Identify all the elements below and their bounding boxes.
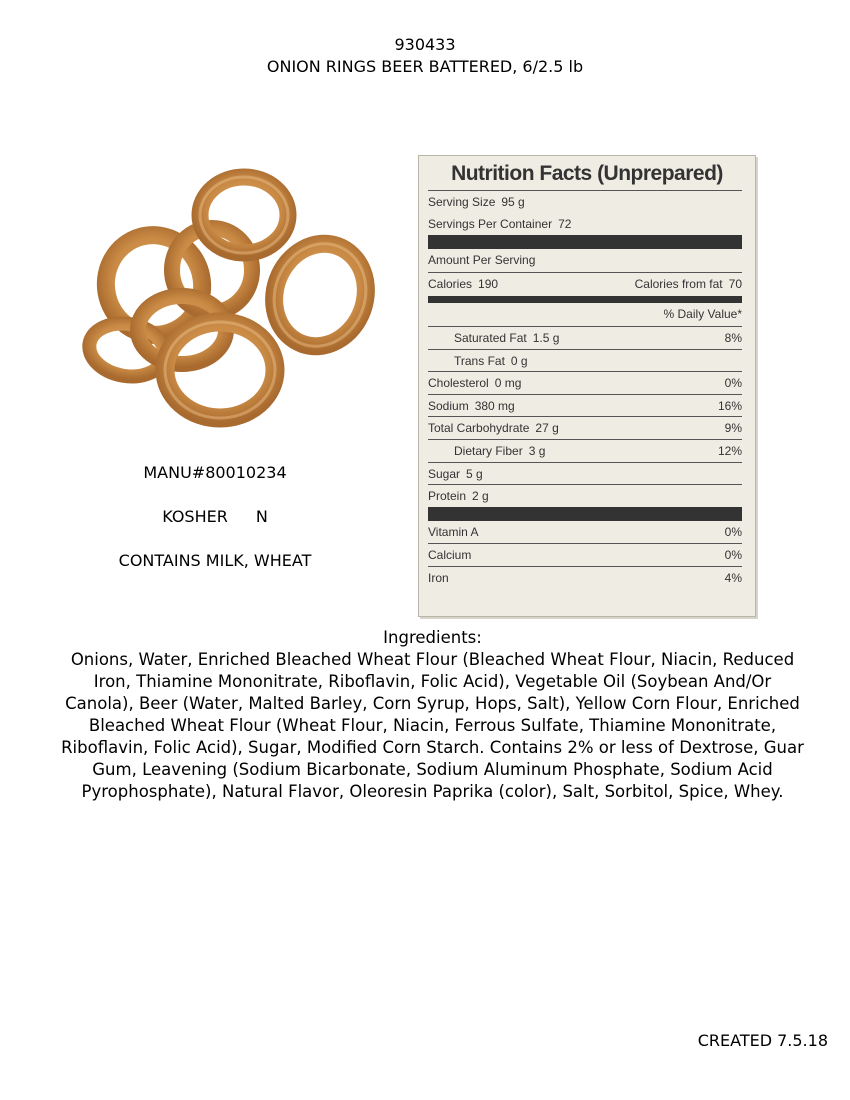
kosher-status	[60, 507, 370, 526]
nutrient-row	[428, 416, 742, 439]
nutrient-row	[428, 484, 742, 507]
nutrient-row	[428, 326, 742, 349]
kosher-value: N	[255, 507, 268, 526]
vitamin-row	[428, 521, 742, 544]
nutrient-name: Sodium	[428, 398, 469, 413]
nutrient-row	[428, 462, 742, 485]
nutrient-row	[428, 349, 742, 372]
product-title: ONION RINGS BEER BATTERED, 6/2.5 lb	[266, 57, 584, 76]
ingredients-heading: Ingredients:	[383, 628, 482, 647]
nutrient-amount: 27 g	[535, 421, 559, 436]
nutrient-amount: 1.5 g	[532, 330, 560, 345]
nutrient-row	[428, 371, 742, 394]
created-date: CREATED 7.5.18	[697, 1031, 828, 1050]
daily-value-header: % Daily Value*	[663, 307, 742, 322]
allergen-statement: CONTAINS MILK, WHEAT	[118, 551, 312, 570]
nutrient-name: Cholesterol	[428, 376, 489, 391]
servings-per-container-row: Servings Per Container 72	[428, 216, 572, 231]
divider-bar	[428, 507, 742, 521]
nutrient-name: Sugar	[428, 466, 461, 481]
divider-bar	[428, 235, 742, 249]
nutrient-amount: 380 mg	[474, 398, 515, 413]
nutrient-amount: 2 g	[472, 489, 489, 504]
vitamin-daily-value: 0%	[724, 548, 742, 563]
nutrient-amount: 0 g	[510, 353, 528, 368]
kosher-label: KOSHER	[162, 507, 228, 526]
item-number: 930433	[394, 35, 456, 54]
nutrient-name: Total Carbohydrate	[428, 421, 530, 436]
nutrient-daily-value: 16%	[717, 398, 742, 413]
serving-size-row: Serving Size 95 g	[428, 190, 742, 213]
nutrient-name: Protein	[428, 489, 467, 504]
nutrient-daily-value: 9%	[724, 421, 742, 436]
nutrition-title: Nutrition Facts (Unprepared)	[451, 162, 723, 185]
vitamin-daily-value: 0%	[724, 524, 742, 539]
manufacturer-number: MANU#80010234	[143, 463, 287, 482]
nutrient-daily-value: 12%	[717, 443, 742, 458]
nutrient-amount: 5 g	[466, 466, 483, 481]
nutrient-name: Dietary Fiber	[454, 443, 523, 458]
nutrient-row	[428, 439, 742, 462]
ingredients-text: Onions, Water, Enriched Bleached Wheat Flour (Bleached Wheat Flour, Niacin, Reduced Iron, Thiamine Mononitrate, Riboflavin, Folic Acid), Vegetable Oil (Soybean And/Or Canola), Beer (Water, Malted Barley, Corn Syrup, Hops, Salt), Yellow Corn Flour, Enriched Bleached Wheat Flour (Wheat Flour, Niacin, Ferrous Sulfate, Thiamine Mononitrate, Riboflavin, Folic Acid), Sugar, Modified Corn Starch. Contains 2% or less of Dextrose, Guar Gum, Leavening (Sodium Bicarbonate, Sodium Aluminum Phosphate, Sodium Acid Pyrophosphate), Natural Flavor, Oleoresin Paprika (color), Salt, Sorbitol, Spice, Whey.	[61, 650, 804, 801]
onion-rings-photo	[72, 165, 377, 435]
nutrient-name: Saturated Fat	[454, 330, 527, 345]
vitamin-name: Iron	[428, 570, 449, 585]
vitamin-daily-value: 4%	[724, 570, 742, 585]
amount-per-serving-row: Amount Per Serving	[428, 253, 536, 268]
vitamin-name: Calcium	[428, 548, 472, 563]
calories-row: Calories 190 Calories from fat 70	[428, 272, 742, 295]
vitamin-row	[428, 566, 742, 589]
nutrient-name: Trans Fat	[454, 353, 505, 368]
nutrient-row	[428, 394, 742, 417]
nutrient-amount: 3 g	[528, 443, 546, 458]
nutrient-daily-value: 8%	[724, 330, 742, 345]
vitamin-row	[428, 543, 742, 566]
divider-bar	[428, 296, 742, 303]
nutrient-amount: 0 mg	[494, 376, 522, 391]
ingredients-block	[60, 627, 805, 803]
vitamin-name: Vitamin A	[428, 524, 479, 539]
nutrient-daily-value: 0%	[724, 376, 742, 391]
nutrition-facts-panel	[418, 155, 756, 617]
